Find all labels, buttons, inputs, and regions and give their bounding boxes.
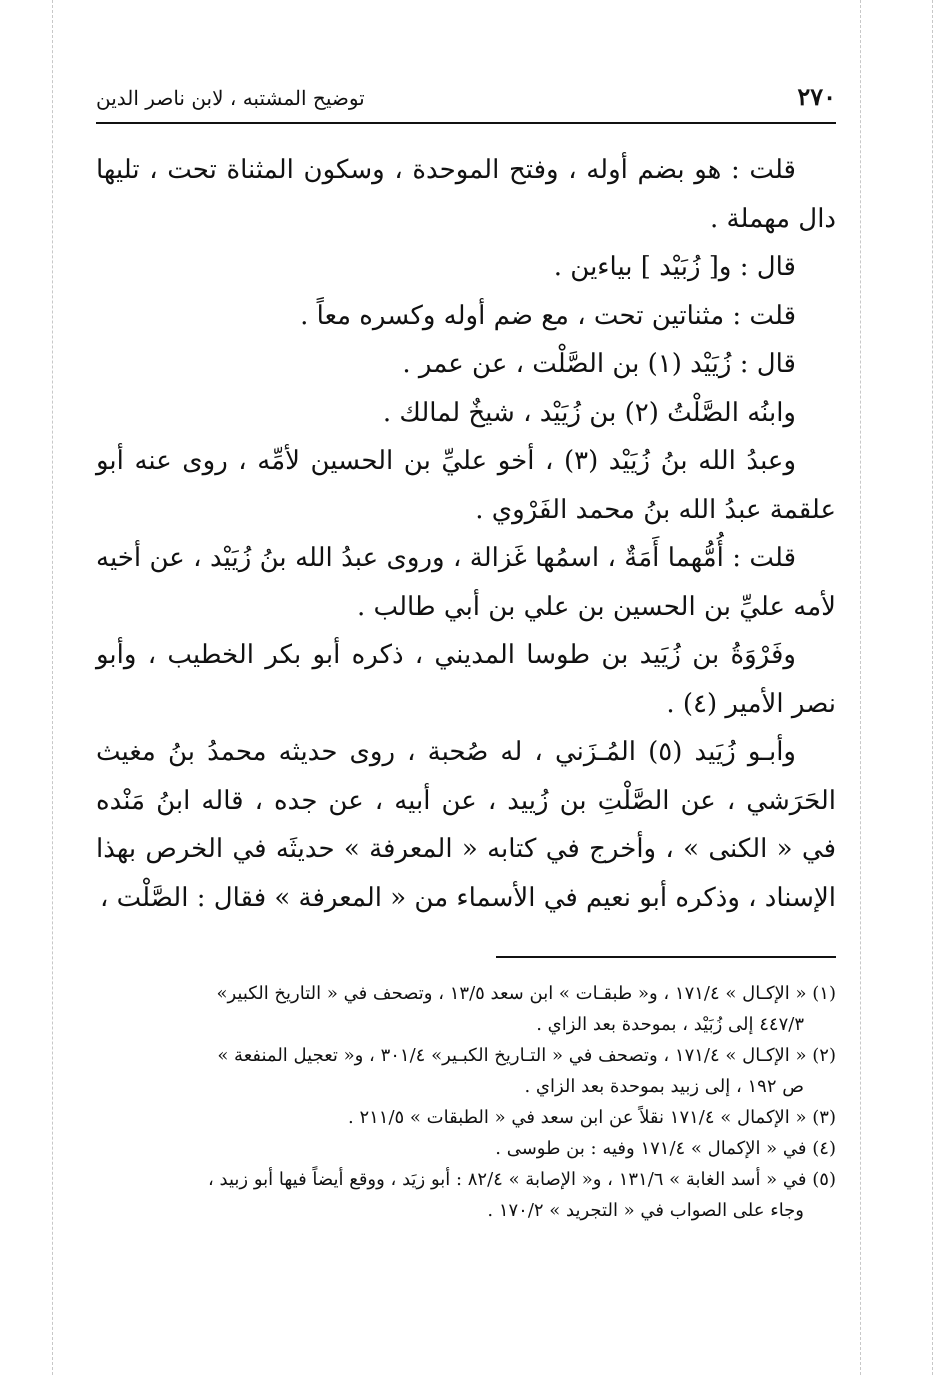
footnote (96, 1040, 836, 1071)
paragraph: قلت : مثناتين تحت ، مع ضم أوله وكسره معاً . (300, 300, 796, 331)
paragraph: قلت : أُمُّهما أَمَةٌ ، اسمُها غَزالة ، وروى عبدُ الله بنُ زُيَيْد ، عن أخيه لأمه عليِّ بن الحسين بن علي بن أبي طالب . (96, 543, 836, 622)
paragraph: قلت : هو بضم أوله ، وفتح الموحدة ، وسكون المثناة تحت ، تليها دال مهملة . (96, 155, 836, 234)
footnote-text: في « الإكمال » ١٧١/٤ وفيه : بن طوسى . (495, 1138, 807, 1159)
page-guide-left (52, 0, 53, 1375)
footnote (96, 978, 836, 1009)
page-guide-right (860, 0, 861, 1375)
footnote-number: (٢) (812, 1045, 836, 1066)
page-guide-edge (932, 0, 933, 1375)
footnote-continuation: ٤٤٧/٣ إلى زُبَيْد ، بموحدة بعد الزاي . (536, 1014, 804, 1035)
footnotes (96, 978, 836, 1226)
footnote-number: (١) (812, 983, 836, 1004)
footnote (96, 1102, 836, 1133)
footnote-continuation: ص ١٩٢ ، إلى زبيد بموحدة بعد الزاي . (524, 1076, 804, 1097)
footnote-text: « الإكمال » ١٧١/٤ نقلاً عن ابن سعد في « الطبقات » ٢١١/٥ . (348, 1107, 807, 1128)
paragraph: قال : و[ زُبَيْد ] بياءين . (553, 252, 796, 282)
footnote-text: « الإكـال » ١٧١/٤ ، و« طبقـات » ابن سعد ١٣/٥ ، وتصحف في « التاريخ الكبير» (216, 983, 807, 1004)
paragraph: قال : زُيَيْد (١) بن الصَّلْت ، عن عمر . (402, 349, 796, 379)
footnote (96, 1133, 836, 1164)
running-title: توضيح المشتبه ، لابن ناصر الدين (96, 86, 365, 110)
paragraph: وعبدُ الله بنُ زُيَيْد (٣) ، أخو عليِّ بن الحسين لأمِّه ، روى عنه أبو علقمة عبدُ الله بنُ محمد الفَرْوي . (96, 446, 836, 525)
footnote-text: « الإكـال » ١٧١/٤ ، وتصحف في « التـاريخ الكبـير» ٣٠١/٤ ، و« تعجيل المنفعة » (217, 1045, 807, 1066)
page-header (96, 80, 836, 124)
paragraph: وفَرْوَةُ بن زُيَيد بن طوسا المديني ، ذكره أبو بكر الخطيب ، وأبو نصر الأمير (٤) . (96, 640, 836, 719)
paragraph: وابنُه الصَّلْتُ (٢) بن زُيَيْد ، شيخٌ لمالك . (382, 397, 796, 428)
footnote-number: (٣) (812, 1107, 836, 1128)
footnote-number: (٤) (812, 1138, 836, 1159)
page-number: ٢٧٠ (797, 82, 836, 111)
footnote (96, 1164, 836, 1195)
footnote-number: (٥) (812, 1169, 836, 1190)
footnote-separator (496, 956, 836, 958)
footnote-text: في « أسد الغابة » ١٣١/٦ ، و« الإصابة » ٨٢/٤ : أبو زيَد ، ووقع أيضاً فيها أبو زبيد ، (208, 1169, 807, 1190)
main-text (96, 146, 836, 922)
footnote-continuation: وجاء على الصواب في « التجريد » ١٧٠/٢ . (487, 1200, 804, 1221)
paragraph: وأبـو زُيَيد (٥) المُـزَني ، له صُحبة ، روى حديثه محمدُ بنُ مغيث الحَرَشي ، عن الصَّلْتِ بن زُييد ، عن أبيه ، عن جده ، قاله ابنُ مَنْده في « الكنى » ، وأخرج في كتابه « المعرفة » حديثَه في الخرص بهذا الإسناد ، وذكره أبو نعيم في الأسماء من « المعرفة » فقال : الصَّلْت ، (96, 737, 836, 913)
